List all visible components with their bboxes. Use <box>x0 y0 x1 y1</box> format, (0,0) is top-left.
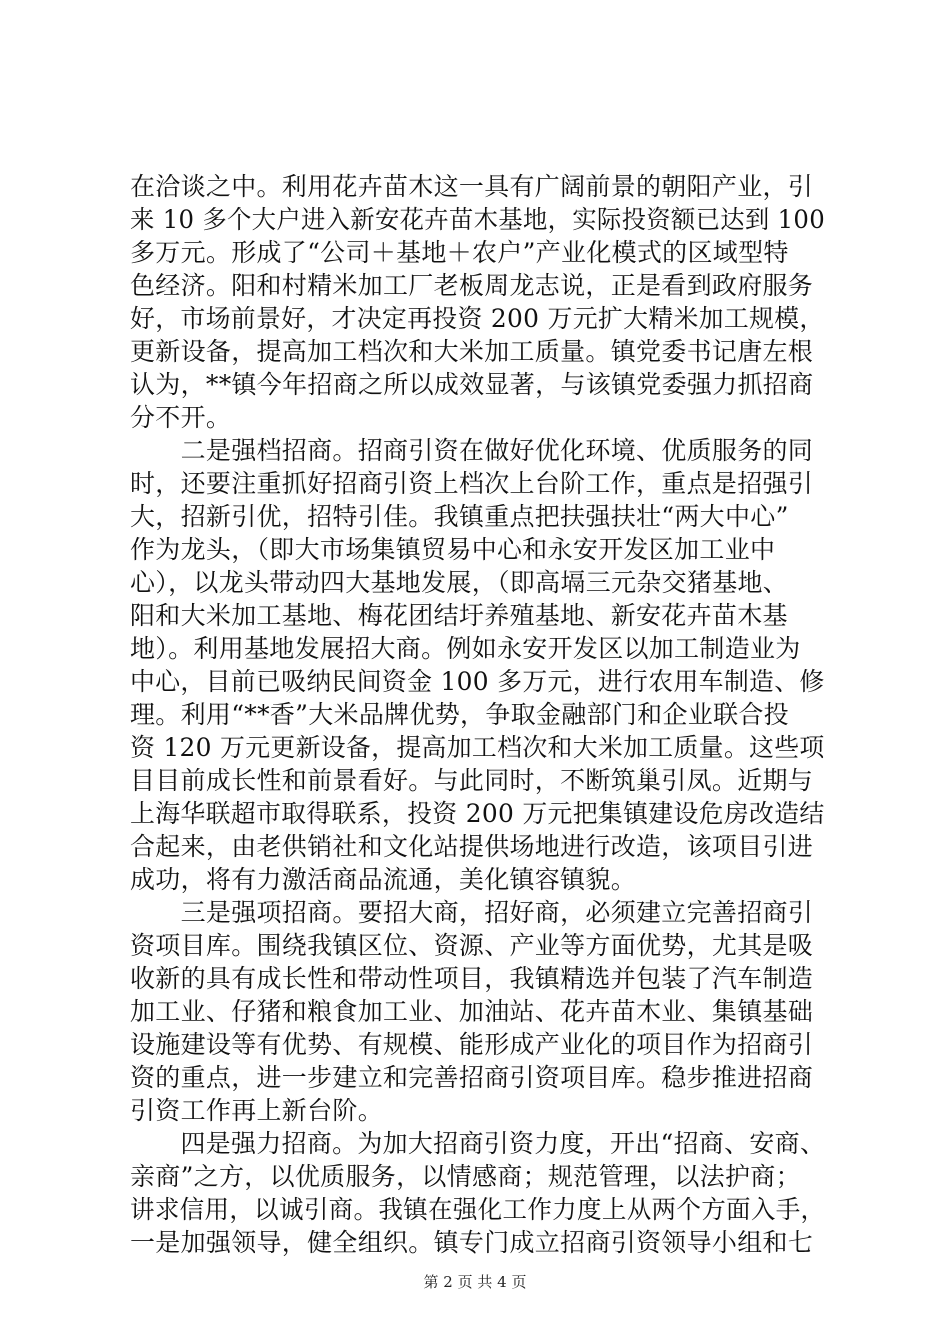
text-line: 设施建设等有优势、有规模、能形成产业化的项目作为招商引 <box>130 1030 814 1059</box>
text-line: 一是加强领导，健全组织。镇专门成立招商引资领导小组和七 <box>130 1228 814 1257</box>
text-line: 时，还要注重抓好招商引资上档次上台阶工作，重点是招强引 <box>130 469 814 498</box>
text-line: 上海华联超市取得联系，投资 200 万元把集镇建设危房改造结 <box>130 799 825 828</box>
text-line: 大，招新引优，招特引佳。我镇重点把扶强扶壮“两大中心” <box>130 502 789 531</box>
text-line: 理。利用“**香”大米品牌优势，争取金融部门和企业联合投 <box>130 700 789 729</box>
text-line: 引资工作再上新台阶。 <box>130 1096 384 1125</box>
text-line: 中心，目前已吸纳民间资金 100 多万元，进行农用车制造、修 <box>130 667 825 696</box>
text-line: 多万元。形成了“公司＋基地＋农户”产业化模式的区域型特 <box>130 238 789 267</box>
text-line: 讲求信用，以诚引商。我镇在强化工作力度上从两个方面入手， <box>130 1195 826 1224</box>
text-line: 好，市场前景好，才决定再投资 200 万元扩大精米加工规模， <box>130 304 825 333</box>
text-line: 四是强力招商。为加大招商引资力度，开出“招商、安商、 <box>130 1129 826 1158</box>
body-text <box>130 170 825 1259</box>
text-line: 资的重点，进一步建立和完善招商引资项目库。稳步推进招商 <box>130 1063 814 1092</box>
text-line: 合起来，由老供销社和文化站提供场地进行改造，该项目引进 <box>130 832 814 861</box>
text-line: 认为，**镇今年招商之所以成效显著，与该镇党委强力抓招商 <box>130 370 814 399</box>
text-line: 分不开。 <box>130 403 232 432</box>
text-line: 色经济。阳和村精米加工厂老板周龙志说，正是看到政府服务 <box>130 271 814 300</box>
text-line: 资项目库。围绕我镇区位、资源、产业等方面优势，尤其是吸 <box>130 931 814 960</box>
text-line: 阳和大米加工基地、梅花团结圩养殖基地、新安花卉苗木基 <box>130 601 788 630</box>
text-line: 三是强项招商。要招大商，招好商，必须建立完善招商引 <box>130 898 814 927</box>
text-line: 成功，将有力激活商品流通，美化镇容镇貌。 <box>130 865 637 894</box>
text-line: 更新设备，提高加工档次和大米加工质量。镇党委书记唐左根 <box>130 337 814 366</box>
text-line: 地）。利用基地发展招大商。例如永安开发区以加工制造业为 <box>130 634 801 663</box>
text-line: 来 10 多个大户进入新安花卉苗木基地，实际投资额已达到 100 <box>130 205 826 234</box>
text-line: 亲商”之方，以优质服务，以情感商；规范管理，以法护商； <box>130 1162 801 1191</box>
text-line: 作为龙头，（即大市场集镇贸易中心和永安开发区加工业中 <box>130 535 776 564</box>
text-line: 在洽谈之中。利用花卉苗木这一具有广阔前景的朝阳产业，引 <box>130 172 814 201</box>
page-footer: 第 2 页 共 4 页 <box>423 1273 527 1291</box>
text-line: 资 120 万元更新设备，提高加工档次和大米加工质量。这些项 <box>130 733 825 762</box>
text-line: 心），以龙头带动四大基地发展，（即高塥三元杂交猪基地、 <box>130 568 789 597</box>
text-line: 目目前成长性和前景看好。与此同时，不断筑巢引凤。近期与 <box>130 766 814 795</box>
text-line: 收新的具有成长性和带动性项目，我镇精选并包装了汽车制造 <box>130 964 814 993</box>
text-line: 加工业、仔猪和粮食加工业、加油站、花卉苗木业、集镇基础 <box>130 997 814 1026</box>
text-line: 二是强档招商。招商引资在做好优化环境、优质服务的同 <box>130 436 814 465</box>
